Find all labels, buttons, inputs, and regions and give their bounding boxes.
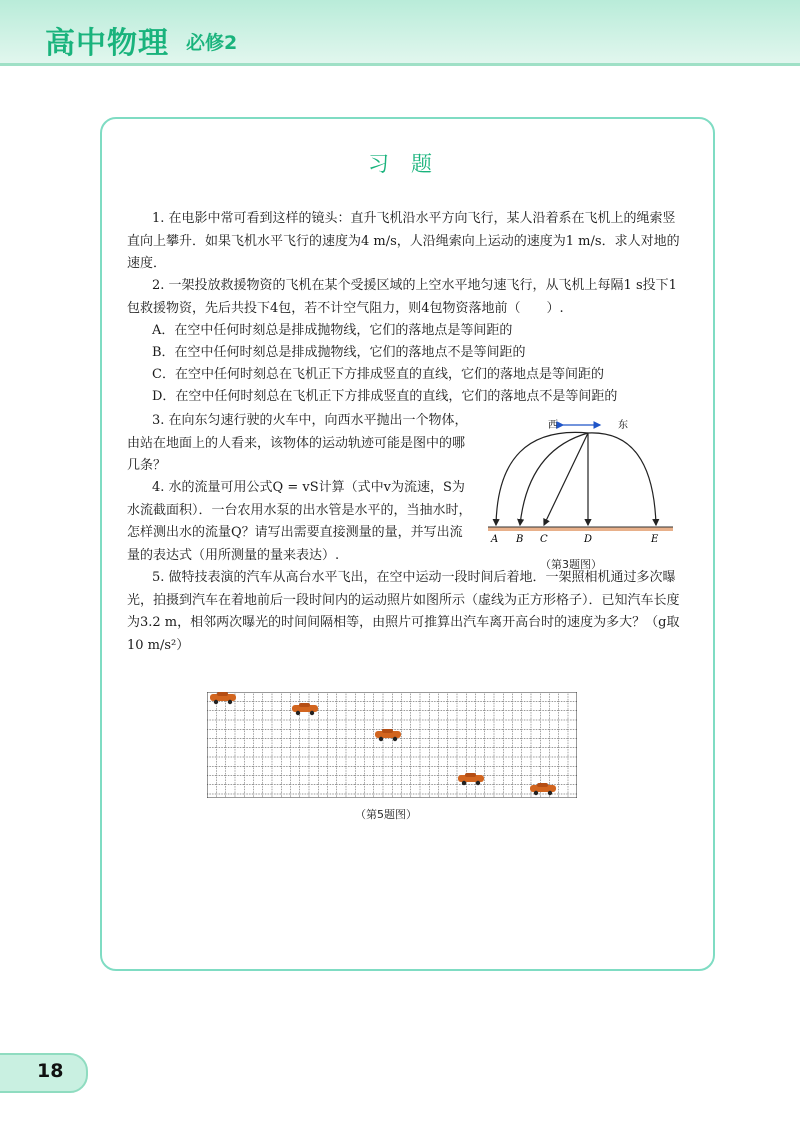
section-title: 习题 [368, 152, 454, 176]
header-strip [0, 63, 800, 66]
west-label: 西 [548, 420, 558, 431]
trajectory-b [520, 433, 588, 525]
problem-2-option-d: D．在空中任何时刻总在飞机正下方排成竖直的直线，它们的落地点不是等间距的 [152, 389, 618, 404]
trajectory-c [544, 433, 588, 525]
figure-5-photo [207, 692, 577, 798]
volume-label: 必修2 [186, 32, 238, 54]
east-label: 东 [618, 420, 628, 431]
problem-2-option-a: A．在空中任何时刻总是排成抛物线，它们的落地点是等间距的 [152, 323, 513, 338]
problem-2-option-c: C．在空中任何时刻总在飞机正下方排成竖直的直线，它们的落地点是等间距的 [152, 367, 604, 382]
trajectory-a [496, 432, 588, 525]
problem-2-option-b: B．在空中任何时刻总是排成抛物线，它们的落地点不是等间距的 [152, 345, 526, 360]
figure-3-caption: （第3题图） [540, 558, 602, 571]
page-number: 18 [37, 1060, 64, 1082]
book-title: 高中物理 [45, 26, 169, 61]
ground [488, 527, 673, 531]
figure-5-caption: （第5题图） [355, 808, 417, 821]
point-label-e: E [651, 534, 659, 545]
figure-3-trajectories [488, 415, 678, 550]
problem-5: 5. 做特技表演的汽车从高台水平飞出，在空中运动一段时间后着地．一架照相机通过多次曝光，拍摄到汽车在着地前后一段时间内的运动照片如图所示（虚线为正方形格子）．已知汽车长度为3.2 m，相邻两次曝光的时间间隔相等，由照片可推算出汽车离开高台时的速度为多大？（g取10 m/s²） [127, 570, 680, 653]
problem-3: 3. 在向东匀速行驶的火车中，向西水平抛出一个物体，由站在地面上的人看来，该物体的运动轨迹可能是图中的哪几条？ [127, 413, 468, 473]
grid [207, 692, 577, 798]
point-label-c: C [540, 534, 548, 545]
point-label-d: D [584, 534, 593, 545]
problem-2: 2. 一架投放救援物资的飞机在某个受援区域的上空水平地匀速飞行，从飞机上每隔1 s投下1包救援物资，先后共投下4包，若不计空气阻力，则4包物资落地前（ ）. [127, 278, 677, 316]
point-label-b: B [516, 534, 524, 545]
problem-1: 1. 在电影中常可看到这样的镜头：直升飞机沿水平方向飞行，某人沿着系在飞机上的绳索竖直向上攀升．如果飞机水平飞行的速度为4 m/s，人沿绳索向上运动的速度为1 m/s．求人对地的速度． [127, 211, 680, 271]
problem-4: 4. 水的流量可用公式Q = vS计算（式中v为流速，S为水流截面积）．一台农用水泵的出水管是水平的，当抽水时，怎样测出水的流量Q？请写出需要直接测量的量，并写出流量的表达式（用所测量的量来表达）. [127, 480, 472, 563]
point-label-a: A [491, 534, 499, 545]
trajectory-e [588, 433, 656, 525]
